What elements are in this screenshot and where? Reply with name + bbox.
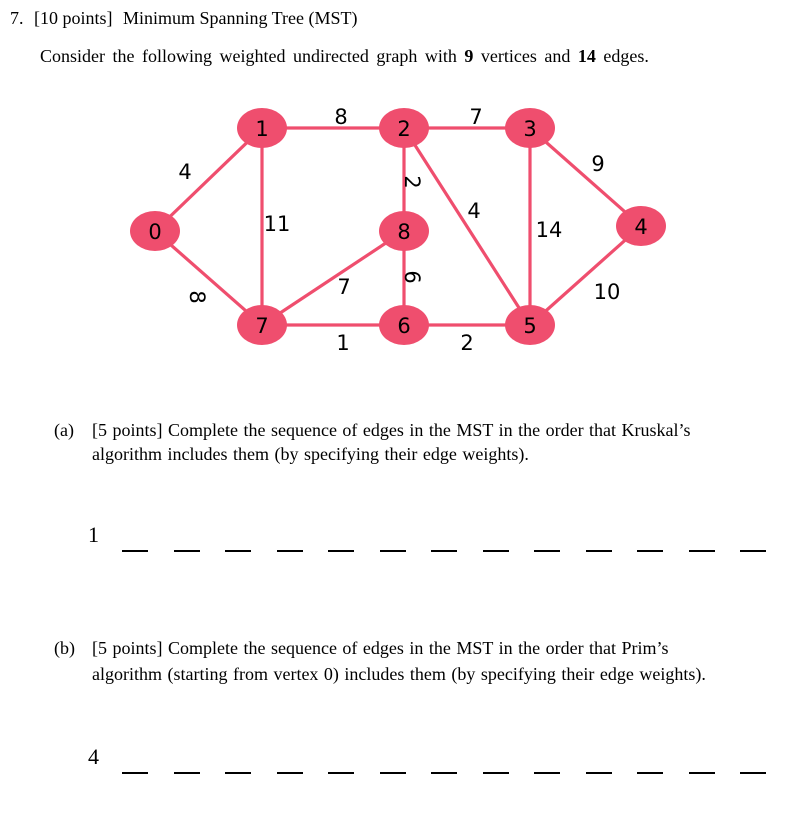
question-topic: Minimum Spanning Tree (MST) bbox=[123, 8, 358, 28]
part-b-answer-blank[interactable] bbox=[637, 772, 663, 774]
part-a-answer-blank[interactable] bbox=[483, 550, 509, 552]
edge-weight-2-3: 7 bbox=[469, 105, 483, 129]
edge-0-1 bbox=[155, 128, 262, 231]
part-a-answer-blank[interactable] bbox=[122, 550, 148, 552]
graph-nodes bbox=[130, 108, 666, 345]
graph-figure bbox=[0, 0, 798, 380]
edge-weight-0-1: 4 bbox=[178, 160, 192, 184]
part-b-answer-blank[interactable] bbox=[431, 772, 457, 774]
edge-weight-7-8: 7 bbox=[337, 275, 351, 299]
part-b-first-value: 4 bbox=[88, 744, 99, 769]
part-b-answer-blank[interactable] bbox=[122, 772, 148, 774]
part-a-answer-blank[interactable] bbox=[689, 550, 715, 552]
vertex-2 bbox=[379, 108, 429, 148]
part-a-answer-blank[interactable] bbox=[380, 550, 406, 552]
edge-weight-6-5: 2 bbox=[460, 331, 474, 355]
vertex-count: 9 bbox=[464, 46, 474, 66]
part-b bbox=[54, 636, 794, 686]
part-a-line-2: algorithm includes them (by specifying their edge weights). bbox=[92, 444, 529, 464]
question-points: [10 points] bbox=[34, 8, 113, 28]
intro-text-end: edges. bbox=[603, 46, 649, 66]
edge-count: 14 bbox=[577, 46, 596, 66]
part-b-answer-blank[interactable] bbox=[328, 772, 354, 774]
edge-7-8 bbox=[262, 231, 404, 325]
question-number: 7. bbox=[10, 8, 24, 28]
vertex-4 bbox=[616, 206, 666, 246]
edge-weight-0-7: 8 bbox=[185, 290, 209, 304]
part-a-first-value: 1 bbox=[88, 522, 99, 547]
vertex-3 bbox=[505, 108, 555, 148]
vertex-1 bbox=[237, 108, 287, 148]
vertex-6-label: 6 bbox=[397, 314, 411, 338]
edge-weight-3-5: 14 bbox=[535, 218, 563, 242]
part-b-answer-blanks bbox=[88, 744, 788, 784]
vertex-8-label: 8 bbox=[397, 220, 411, 244]
part-a-answer-blank[interactable] bbox=[534, 550, 560, 552]
part-a bbox=[54, 418, 794, 468]
part-b-answer-blank[interactable] bbox=[689, 772, 715, 774]
part-a-label: (a) bbox=[54, 420, 74, 440]
part-a-answer-blank[interactable] bbox=[431, 550, 457, 552]
part-b-answer-blank[interactable] bbox=[277, 772, 303, 774]
part-b-label: (b) bbox=[54, 638, 75, 658]
edge-weight-7-6: 1 bbox=[336, 331, 350, 355]
part-b-answer-blank[interactable] bbox=[174, 772, 200, 774]
vertex-2-label: 2 bbox=[397, 117, 411, 141]
edge-weight-1-2: 8 bbox=[334, 105, 348, 129]
edge-weight-8-6: 6 bbox=[400, 270, 424, 284]
edge-weight-4-5: 10 bbox=[593, 280, 621, 304]
part-b-line-2: algorithm (starting from vertex 0) includes them (by specifying their edge weights). bbox=[92, 664, 706, 684]
vertex-6 bbox=[379, 305, 429, 345]
part-a-answer-blanks bbox=[88, 522, 788, 562]
vertex-0-label: 0 bbox=[148, 220, 162, 244]
part-a-answer-blank[interactable] bbox=[740, 550, 766, 552]
vertex-0 bbox=[130, 211, 180, 251]
part-b-answer-blank[interactable] bbox=[740, 772, 766, 774]
vertex-7-label: 7 bbox=[255, 314, 269, 338]
part-a-answer-blank[interactable] bbox=[586, 550, 612, 552]
intro-text-mid: vertices and bbox=[480, 46, 571, 66]
part-a-answer-blank[interactable] bbox=[328, 550, 354, 552]
part-a-answer-blank[interactable] bbox=[637, 550, 663, 552]
vertex-5-label: 5 bbox=[523, 314, 537, 338]
part-a-answer-blank[interactable] bbox=[174, 550, 200, 552]
part-b-line-1: [5 points] Complete the sequence of edges in the MST in the order that Prim’s bbox=[92, 638, 669, 658]
part-a-answer-blank[interactable] bbox=[277, 550, 303, 552]
edge-weight-2-5: 4 bbox=[467, 199, 481, 223]
vertex-8 bbox=[379, 211, 429, 251]
edge-weight-3-4: 9 bbox=[591, 152, 605, 176]
vertex-7 bbox=[237, 305, 287, 345]
part-b-answer-blank[interactable] bbox=[380, 772, 406, 774]
intro-text-start: Consider the following weighted undirected graph with bbox=[40, 46, 457, 66]
vertex-3-label: 3 bbox=[523, 117, 537, 141]
vertex-4-label: 4 bbox=[634, 215, 648, 239]
vertex-5 bbox=[505, 305, 555, 345]
part-b-answer-blank[interactable] bbox=[534, 772, 560, 774]
part-a-line-1: [5 points] Complete the sequence of edges in the MST in the order that Kruskal’s bbox=[92, 420, 691, 440]
part-b-answer-blank[interactable] bbox=[225, 772, 251, 774]
edge-weight-2-8: 2 bbox=[400, 175, 424, 189]
part-b-answer-blank[interactable] bbox=[483, 772, 509, 774]
edge-weight-1-7: 11 bbox=[263, 212, 291, 236]
part-b-answer-blank[interactable] bbox=[586, 772, 612, 774]
part-a-answer-blank[interactable] bbox=[225, 550, 251, 552]
vertex-1-label: 1 bbox=[255, 117, 269, 141]
